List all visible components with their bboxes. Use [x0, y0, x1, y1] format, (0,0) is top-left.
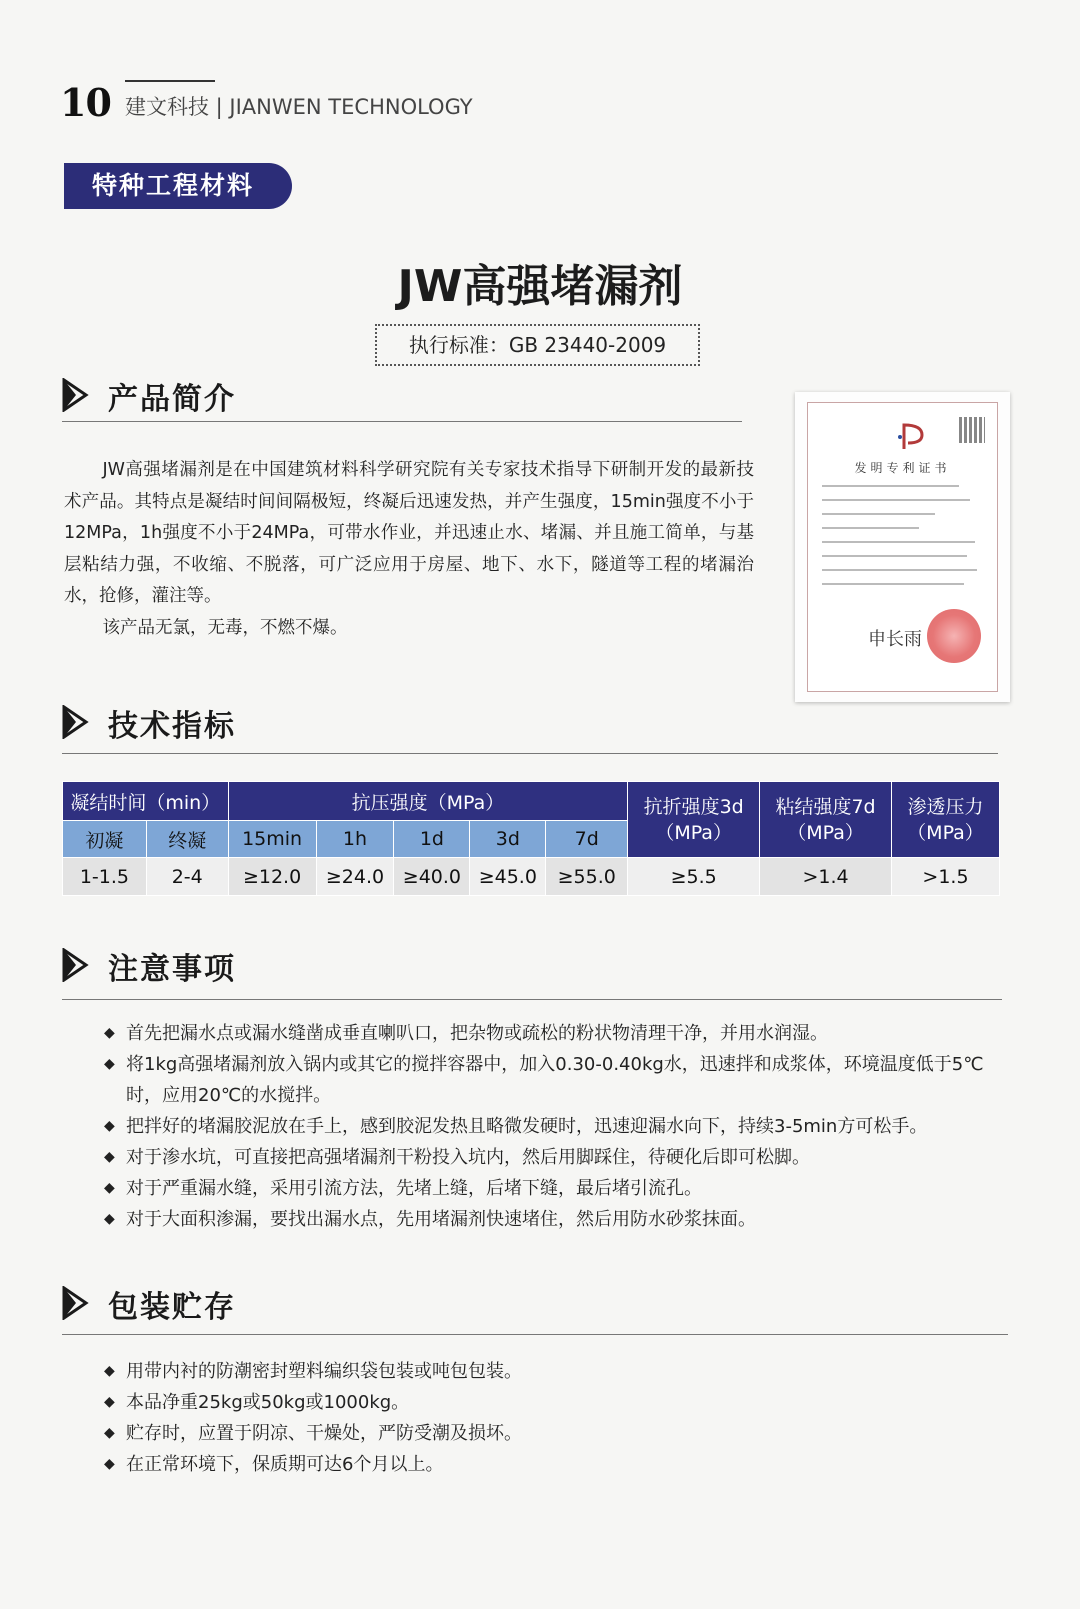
list-item: ◆ 用带内衬的防潮密封塑料编织袋包装或吨包包装。 — [104, 1356, 984, 1387]
header-bond-strength: 粘结强度7d（MPa） — [760, 782, 892, 858]
intro-text — [64, 455, 754, 644]
standard-box: 执行标准：GB 23440-2009 — [375, 324, 700, 366]
table-cell: ≥55.0 — [546, 858, 628, 896]
intro-paragraph: 该产品无氯，无毒，不燃不爆。 — [102, 617, 348, 638]
header-compressive-strength: 抗压强度（MPa） — [228, 782, 628, 821]
play-arrow-icon — [62, 705, 90, 739]
diamond-bullet-icon: ◆ — [104, 1425, 115, 1441]
brand-name: 建文科技 | JIANWEN TECHNOLOGY — [125, 95, 473, 119]
list-item: ◆ 贮存时，应置于阴凉、干燥处，严防受潮及损坏。 — [104, 1418, 984, 1449]
certificate-title: 发明专利证书 — [854, 461, 951, 475]
diamond-bullet-icon: ◆ — [104, 1025, 115, 1041]
list-item: ◆ 对于渗水坑，可直接把高强堵漏剂干粉投入坑内，然后用脚踩住，待硬化后即可松脚。 — [104, 1142, 1004, 1173]
diamond-bullet-icon: ◆ — [104, 1394, 115, 1410]
header-flexural-strength: 抗折强度3d（MPa） — [628, 782, 760, 858]
list-item: ◆ 将1kg高强堵漏剂放入锅内或其它的搅拌容器中，加入0.30-0.40kg水，迅速拌和成浆体，环境温度低于5℃时，应用20℃的水搅拌。 — [104, 1049, 1004, 1111]
product-title: JW高强堵漏剂 — [397, 261, 683, 312]
notes-list — [104, 1018, 1004, 1235]
section-title: 技术指标 — [108, 709, 236, 744]
table-row — [63, 858, 1000, 896]
table-cell: 1-1.5 — [63, 858, 147, 896]
list-item: ◆ 把拌好的堵漏胶泥放在手上，感到胶泥发热且略微发硬时，迅速迎漏水向下，持续3-5min方可松手。 — [104, 1111, 1004, 1142]
official-seal-icon — [927, 609, 981, 663]
section-rule — [62, 421, 742, 422]
play-arrow-icon — [62, 1286, 90, 1320]
section-rule — [62, 999, 1002, 1000]
certificate-text-lines — [822, 485, 983, 597]
subheader-final-set: 终凝 — [146, 821, 228, 858]
category-banner: 特种工程材料 — [64, 163, 292, 209]
subheader-7d: 7d — [546, 821, 628, 858]
section-title: 产品简介 — [108, 382, 236, 417]
subheader-initial-set: 初凝 — [63, 821, 147, 858]
play-arrow-icon — [62, 378, 90, 412]
diamond-bullet-icon: ◆ — [104, 1180, 115, 1196]
list-item: ◆ 对于大面积渗漏，要找出漏水点，先用堵漏剂快速堵住，然后用防水砂浆抹面。 — [104, 1204, 1004, 1235]
list-item: ◆ 本品净重25kg或50kg或1000kg。 — [104, 1387, 984, 1418]
header-permeability: 渗透压力（MPa） — [892, 782, 1000, 858]
diamond-bullet-icon: ◆ — [104, 1456, 115, 1472]
table-cell: ≥24.0 — [316, 858, 394, 896]
list-item: ◆ 首先把漏水点或漏水缝凿成垂直喇叭口，把杂物或疏松的粉状物清理干净，并用水润湿。 — [104, 1018, 1004, 1049]
spec-table — [62, 781, 1000, 896]
signature: 申长雨 — [868, 629, 922, 650]
table-cell: ≥5.5 — [628, 858, 760, 896]
table-cell: >1.4 — [760, 858, 892, 896]
section-rule — [62, 753, 998, 754]
diamond-bullet-icon: ◆ — [104, 1363, 115, 1379]
table-cell: ≥40.0 — [394, 858, 470, 896]
patent-certificate-image — [795, 392, 1010, 702]
diamond-bullet-icon: ◆ — [104, 1056, 115, 1072]
list-item: ◆ 在正常环境下，保质期可达6个月以上。 — [104, 1449, 984, 1480]
table-cell: 2-4 — [146, 858, 228, 896]
subheader-1h: 1h — [316, 821, 394, 858]
header-setting-time: 凝结时间（min） — [63, 782, 229, 821]
subheader-15min: 15min — [228, 821, 316, 858]
table-cell: >1.5 — [892, 858, 1000, 896]
diamond-bullet-icon: ◆ — [104, 1211, 115, 1227]
storage-list — [104, 1356, 984, 1480]
section-rule — [62, 1334, 1008, 1335]
subheader-1d: 1d — [394, 821, 470, 858]
subheader-3d: 3d — [470, 821, 546, 858]
list-item: ◆ 对于严重漏水缝，采用引流方法，先堵上缝，后堵下缝，最后堵引流孔。 — [104, 1173, 1004, 1204]
intro-paragraph: JW高强堵漏剂是在中国建筑材料科学研究院有关专家技术指导下研制开发的最新技术产品。其特点是凝结时间间隔极短，终凝后迅速发热，并产生强度，15min强度不小于12MPa，1h强度不小于24MPa，可带水作业，并迅速止水、堵漏、并且施工简单，与基层粘结力强，不收缩、不脱落，可广泛应用于房屋、地下、水下，隧道等工程的堵漏治水，抢修，灌注等。 — [64, 460, 754, 606]
diamond-bullet-icon: ◆ — [104, 1149, 115, 1165]
table-cell: ≥12.0 — [228, 858, 316, 896]
section-title: 注意事项 — [108, 952, 236, 987]
patent-logo-icon — [894, 421, 928, 453]
diamond-bullet-icon: ◆ — [104, 1118, 115, 1134]
page-number: 10 — [60, 80, 111, 125]
play-arrow-icon — [62, 948, 90, 982]
header-rule — [125, 80, 215, 82]
qr-code-icon — [959, 417, 985, 443]
table-cell: ≥45.0 — [470, 858, 546, 896]
section-title: 包装贮存 — [108, 1290, 236, 1325]
